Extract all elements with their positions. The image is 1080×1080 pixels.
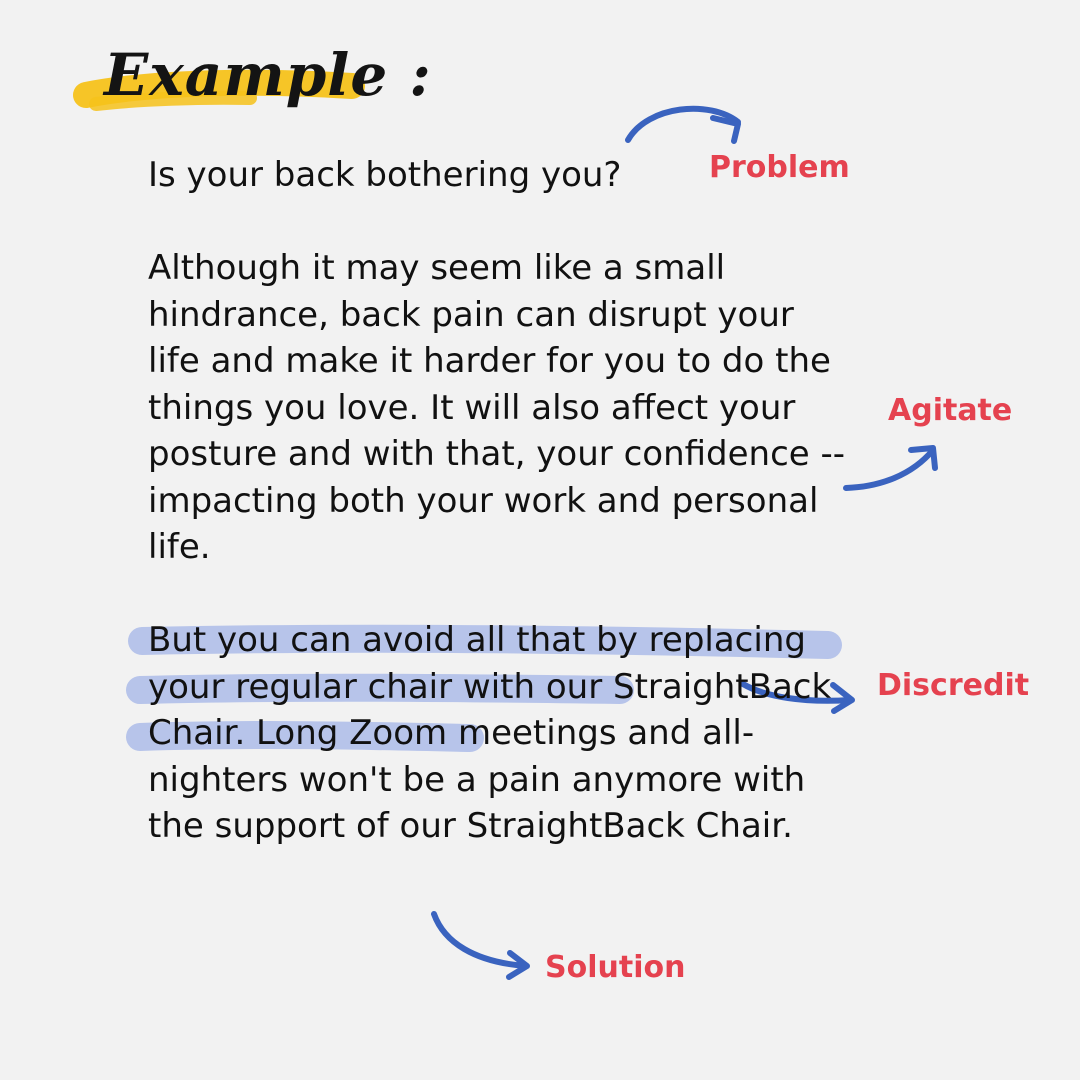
curved-arrow-icon [628, 109, 738, 141]
agitate-label: Agitate [888, 393, 1013, 428]
example-heading: Example : [104, 41, 432, 109]
solution-text: . Long Zoom meetings and all-nighters won't be a pain anymore with the support of our StraightBack Chair. [148, 713, 806, 846]
discredit-highlighted-text: But you can avoid all that by replacing your regular chair with our StraightBack Chair [148, 620, 832, 753]
curved-arrow-icon [846, 448, 935, 488]
problem-question: Is your back bothering you? [148, 155, 622, 195]
discredit-label: Discredit [877, 668, 1030, 703]
body-copy [148, 152, 848, 850]
solution-label: Solution [545, 950, 686, 985]
problem-label: Problem [709, 150, 850, 185]
solution-paragraph [148, 617, 848, 850]
agitate-paragraph: Although it may seem like a small hindrance, back pain can disrupt your life and make it harder for you to do the things you love. It will also affect your posture and with that, your confidence --impacting both your work and personal life. [148, 248, 846, 567]
curved-arrow-icon [434, 914, 527, 977]
